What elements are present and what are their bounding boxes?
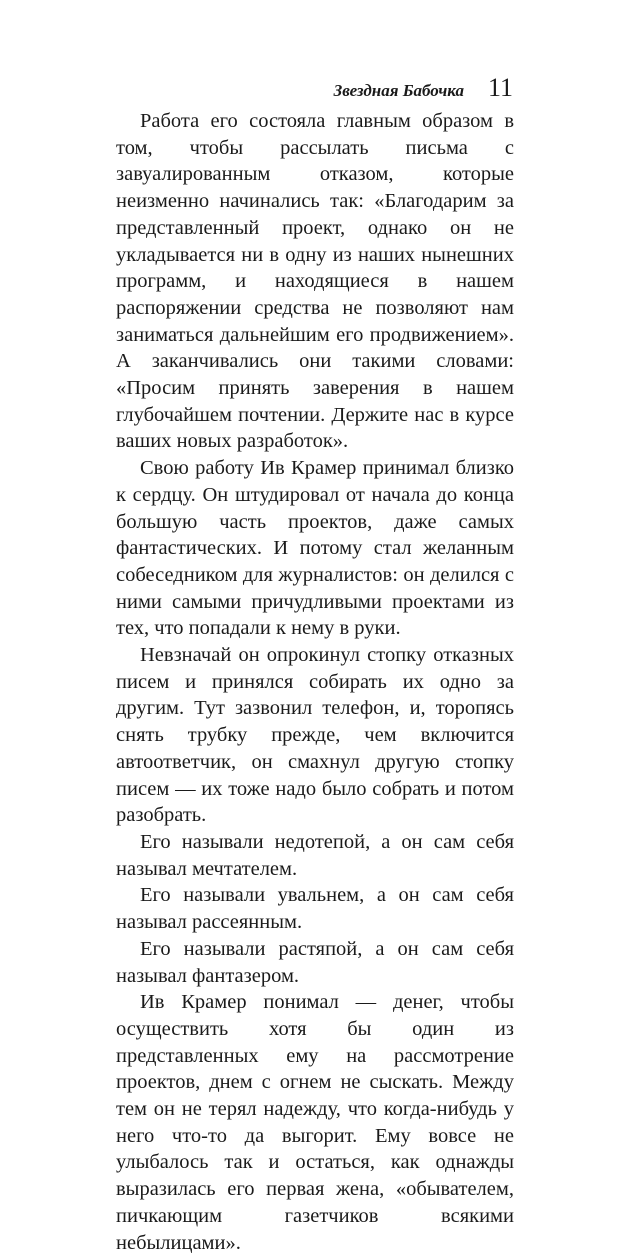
running-header-title: Звездная Бабочка [333, 81, 464, 100]
paragraph: Его называли увальнем, а он сам себя называл рассеянным. [116, 884, 514, 934]
running-header [334, 73, 513, 103]
page-number: 11 [487, 73, 513, 102]
paragraph: Ив Крамер понимал — денег, чтобы осуществить хотя бы один из представленных ему на рассмотрение проектов, днем с огнем не сыскать. Между тем он не терял надежду, что когда-нибудь у него что-то да выгорит. Ему вовсе не улыбалось так и остаться, как однажды выразилась его первая жена, «обывателем, пичкающим газетчиков всякими небылицами». [116, 991, 514, 1254]
paragraph: Его называли недотепой, а он сам себя называл мечтателем. [116, 830, 514, 880]
paragraph: Невзначай он опрокинул стопку отказных писем и принялся собирать их одно за другим. Тут зазвонил телефон, и, торопясь снять трубку прежде, чем включится автоответчик, он смахнул другую стопку писем — их тоже надо было собрать и потом разобрать. [116, 644, 514, 827]
paragraph: Работа его состояла главным образом в том, чтобы рассылать письма с завуалированным отказом, которые неизменно начинались так: «Благодарим за представленный проект, однако он не укладывается ни в одну из наших нынешних программ, и находящиеся в нашем распоряжении средства не позволяют нам заниматься дальнейшим его продвижением». А заканчивались они такими словами: «Просим принять заверения в нашем глубочайшем почтении. Держите нас в курсе ваших новых разработок». [116, 110, 514, 453]
paragraph: Свою работу Ив Крамер принимал близко к сердцу. Он штудировал от начала до конца большую часть проектов, даже самых фантастических. И потому стал желанным собеседником для журналистов: он делился с ними самыми причудливыми проектами из тех, что попадали к нему в руки. [116, 457, 514, 640]
body-text [116, 108, 514, 1256]
paragraph: Его называли растяпой, а он сам себя называл фантазером. [116, 937, 514, 987]
